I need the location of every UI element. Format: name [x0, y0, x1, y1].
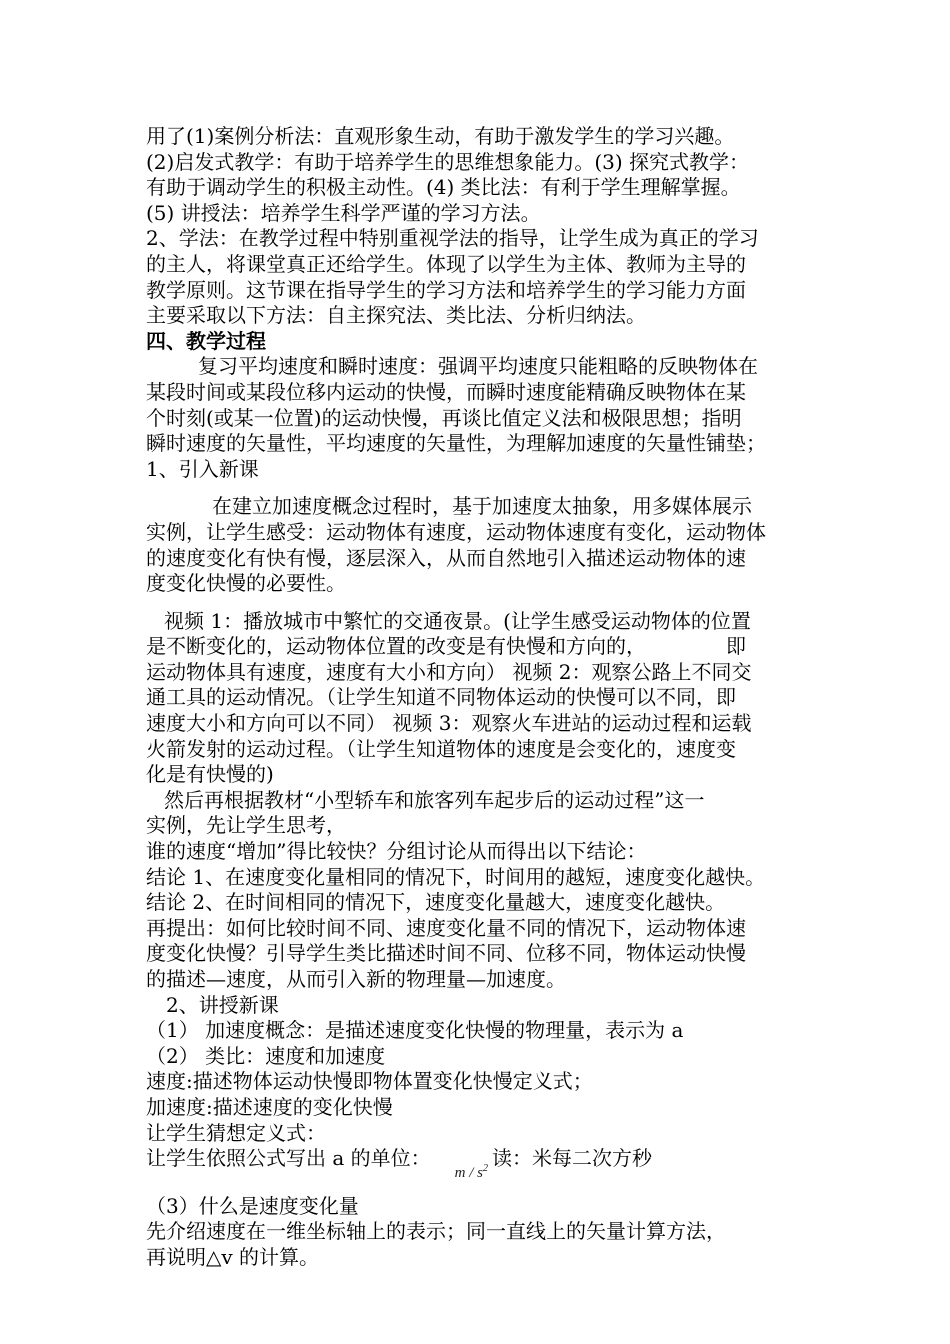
- text-line: 在建立加速度概念过程时，基于加速度太抽象，用多媒体展示: [212, 494, 752, 519]
- text-line: 个时刻(或某一位置)的运动快慢，再谈比值定义法和极限思想；指明: [146, 405, 742, 430]
- text-line: 视频 1：播放城市中繁忙的交通夜景。(让学生感受运动物体的位置: [164, 608, 751, 633]
- unit-text: m / s: [454, 1165, 483, 1182]
- text-line: 度变化快慢？引导学生类比描述时间不同、位移不同，物体运动快慢: [146, 941, 746, 966]
- text-span: 是不断变化的，运动物体位置的改变是有快慢和方向的，: [146, 634, 646, 659]
- text-line: 让学生猜想定义式：: [146, 1120, 326, 1145]
- text-span: 读：米每二次方秒: [491, 1146, 652, 1171]
- text-line: 化是有快慢的): [146, 762, 274, 787]
- text-line: 加速度:描述速度的变化快慢: [146, 1094, 393, 1119]
- text-line: 的描述—速度，从而引入新的物理量—加速度。: [146, 967, 566, 991]
- text-line: 运动物体具有速度，速度有大小和方向） 视频 2：观察公路上不同交: [146, 659, 752, 684]
- unit-exponent: 2: [482, 1163, 488, 1175]
- unit-line: [146, 1146, 816, 1182]
- text-line: 教学原则。这节课在指导学生的学习方法和培养学生的学习能力方面: [146, 277, 746, 302]
- text-line: 再说明△v 的计算。: [146, 1244, 320, 1269]
- text-line: 结论 2、在时间相同的情况下，速度变化量越大，速度变化越快。: [146, 890, 726, 915]
- text-line: 2、学法：在教学过程中特别重视学法的指导，让学生成为真正的学习: [146, 226, 759, 251]
- text-line: 瞬时速度的矢量性，平均速度的矢量性，为理解加速度的矢量性铺垫；: [146, 431, 766, 456]
- text-line: 谁的速度“增加”得比较快？分组讨论从而得出以下结论：: [146, 839, 647, 864]
- text-line: 实例，让学生感受：运动物体有速度，运动物体速度有变化，运动物体: [146, 519, 766, 544]
- text-line: 实例，先让学生思考，: [146, 813, 346, 838]
- text-line: 复习平均速度和瞬时速度：强调平均速度只能粗略的反映物体在: [198, 354, 758, 379]
- text-line: (2)启发式教学：有助于培养学生的思维想象能力。(3) 探究式教学：: [146, 149, 750, 174]
- text-line: 度变化快慢的必要性。: [146, 571, 346, 596]
- text-line: 的速度变化有快有慢，逐层深入，从而自然地引入描述运动物体的速: [146, 545, 746, 570]
- text-line: 火箭发射的运动过程。（让学生知道物体的速度是会变化的，速度变: [146, 736, 736, 761]
- text-line: 速度:描述物体运动快慢即物体置变化快慢定义式；: [146, 1069, 593, 1094]
- text-line: 结论 1、在速度变化量相同的情况下，时间用的越短，速度变化越快。: [146, 864, 766, 889]
- text-span: 让学生依照公式写出 a 的单位：: [146, 1146, 431, 1171]
- text-line: 再提出：如何比较时间不同、速度变化量不同的情况下，运动物体速: [146, 915, 746, 940]
- document-body: [146, 124, 816, 1271]
- text-line: [146, 634, 816, 660]
- text-line: 某段时间或某段位移内运动的快慢，而瞬时速度能精确反映物体在某: [146, 379, 746, 404]
- subsection-title: 1、引入新课: [146, 456, 259, 481]
- text-line: （3）什么是速度变化量: [146, 1193, 359, 1218]
- text-line: 然后再根据教材“小型轿车和旅客列车起步后的运动过程”这一: [164, 787, 705, 812]
- text-span: 即: [726, 634, 746, 659]
- subsection-title: 2、讲授新课: [166, 992, 279, 1017]
- text-line: (5) 讲授法：培养学生科学严谨的学习方法。: [146, 200, 541, 225]
- text-line: （2） 类比：速度和加速度: [146, 1043, 386, 1068]
- text-line: 的主人，将课堂真正还给学生。体现了以学生为主体、教师为主导的: [146, 251, 746, 276]
- section-heading: 四、教学过程: [146, 328, 266, 353]
- text-line: 主要采取以下方法：自主探究法、类比法、分析归纳法。: [146, 303, 646, 328]
- text-line: 先介绍速度在一维坐标轴上的表示；同一直线上的矢量计算方法，: [146, 1219, 726, 1244]
- text-line: 通工具的运动情况。（让学生知道不同物体运动的快慢可以不同，即: [146, 685, 736, 710]
- text-line: （1） 加速度概念：是描述速度变化快慢的物理量，表示为 a: [146, 1018, 684, 1043]
- text-line: 速度大小和方向可以不同） 视频 3：观察火车进站的运动过程和运载: [146, 711, 752, 736]
- text-line: 有助于调动学生的积极主动性。(4) 类比法：有利于学生理解掌握。: [146, 175, 741, 200]
- unit-formula: [455, 1156, 488, 1187]
- text-line: 用了(1)案例分析法：直观形象生动，有助于激发学生的学习兴趣。: [146, 124, 735, 148]
